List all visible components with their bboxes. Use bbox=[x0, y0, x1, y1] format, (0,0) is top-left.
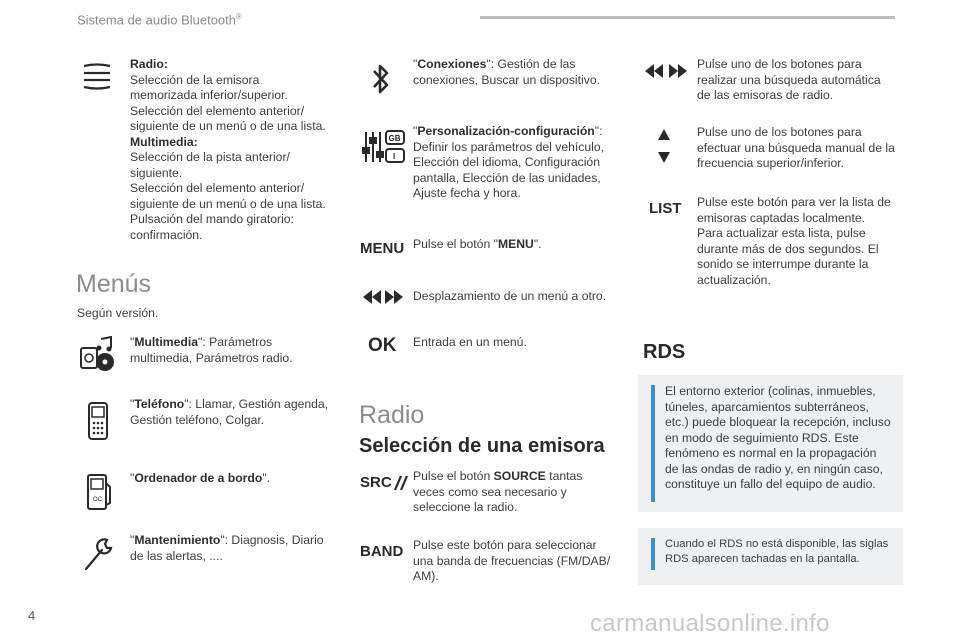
bluetooth-icon bbox=[369, 60, 393, 98]
menu-item-mantenimiento: "Mantenimiento": Diagnosis, Diario de las alertas, .... bbox=[130, 533, 324, 563]
prev-next-arrows-icon bbox=[361, 288, 405, 306]
info-marker-icon bbox=[651, 538, 655, 570]
radio-description: Radio: Selección de la emisora memorizada inferior/superior. Selección del elemento anterior/ siguiente de un menú o de una lista. Multimedia: Selección de la pista anterior/ siguiente. Selección del elemento anterior/ siguiente de un menú o de una lista. Pulsación del mando giratorio: confirmación. bbox=[130, 57, 326, 242]
menu-item-telefono: "Teléfono": Llamar, Gestión agenda, Gestión teléfono, Colgar. bbox=[130, 397, 329, 427]
seleccion-heading: Selección de una emisora bbox=[359, 435, 605, 457]
personalizacion-description: "Personalización-configuración": Definir los parámetros del vehículo, Elección del idioma, Configuración pantalla, Elección de las unidades, Ajuste fecha y hora. bbox=[413, 124, 605, 200]
info-marker-icon bbox=[651, 385, 655, 502]
src-button-label: SRC bbox=[360, 474, 392, 491]
ok-button-label: OK bbox=[368, 335, 397, 356]
radio-heading: Radio bbox=[359, 401, 425, 429]
svg-text:GB: GB bbox=[388, 134, 401, 143]
band-instruction: Pulse este botón para seleccionar una banda de frecuencias (FM/DAB/ AM). bbox=[413, 538, 611, 583]
watermark: carmanualsonline.info bbox=[590, 610, 830, 637]
phone-icon bbox=[84, 400, 112, 442]
header-rule bbox=[480, 16, 895, 19]
seek-arrows-icon bbox=[643, 62, 689, 80]
menu-item-ordenador: "Ordenador de a bordo". bbox=[130, 471, 271, 485]
desplazamiento-text: Desplazamiento de un menú a otro. bbox=[413, 289, 607, 303]
svg-text:OC: OC bbox=[93, 497, 102, 503]
segun-version: Según versión. bbox=[77, 306, 159, 320]
entrada-text: Entrada en un menú. bbox=[413, 335, 527, 349]
rds-unavailable-text: Cuando el RDS no está disponible, las siglas RDS aparecen tachadas en la pantalla. bbox=[665, 538, 889, 565]
wrench-icon bbox=[80, 535, 116, 575]
src-button bbox=[360, 474, 410, 491]
up-down-arrows-icon bbox=[656, 127, 672, 165]
rds-unavailable-note bbox=[638, 528, 903, 585]
list-button-label: LIST bbox=[649, 200, 682, 217]
menus-heading: Menús bbox=[76, 270, 152, 298]
settings-language-icon bbox=[362, 127, 406, 167]
multimedia-icon bbox=[78, 335, 118, 373]
rds-heading: RDS bbox=[643, 341, 686, 363]
manual-search-text: Pulse uno de los botones para efectuar una búsqueda manual de la frecuencia superior/inferior. bbox=[697, 125, 895, 170]
src-slash-icon bbox=[392, 475, 410, 491]
list-instruction: Pulse este botón para ver la lista de emisoras captadas localmente. Para actualizar esta lista, pulse durante más de dos segundos. El sonido se interrumpe durante la actualización. bbox=[697, 195, 891, 287]
source-instruction: Pulse el botón SOURCE tantas veces como sea necesario y seleccione la radio. bbox=[413, 469, 583, 514]
menu-button-label: MENU bbox=[360, 240, 405, 257]
page-header-title: Sistema de audio Bluetooth® bbox=[77, 12, 242, 28]
menu-item-multimedia: "Multimedia": Parámetros multimedia, Parámetros radio. bbox=[130, 335, 293, 365]
svg-text:I: I bbox=[393, 152, 396, 161]
menu-instruction: Pulse el botón "MENU". bbox=[413, 237, 542, 251]
rds-info-text: El entorno exterior (colinas, inmuebles, túneles, aparcamientos subterráneos, etc.) puede bloquear la recepción, incluso en modo de seguimiento RDS. Este fenómeno es normal en la propagación de las ondas de radio y, en ningún caso, constituye un fallo del equipo de audio. bbox=[665, 384, 891, 491]
list-menu-icon bbox=[80, 60, 114, 94]
rds-info-note bbox=[638, 375, 903, 512]
trip-computer-icon bbox=[84, 472, 114, 512]
band-button-label: BAND bbox=[360, 543, 404, 560]
conexiones-description: "Conexiones": Gestión de las conexiones, Buscar un dispositivo. bbox=[413, 57, 600, 87]
page-number: 4 bbox=[28, 608, 36, 623]
auto-search-text: Pulse uno de los botones para realizar una búsqueda automática de las emisoras de radio. bbox=[697, 57, 881, 102]
